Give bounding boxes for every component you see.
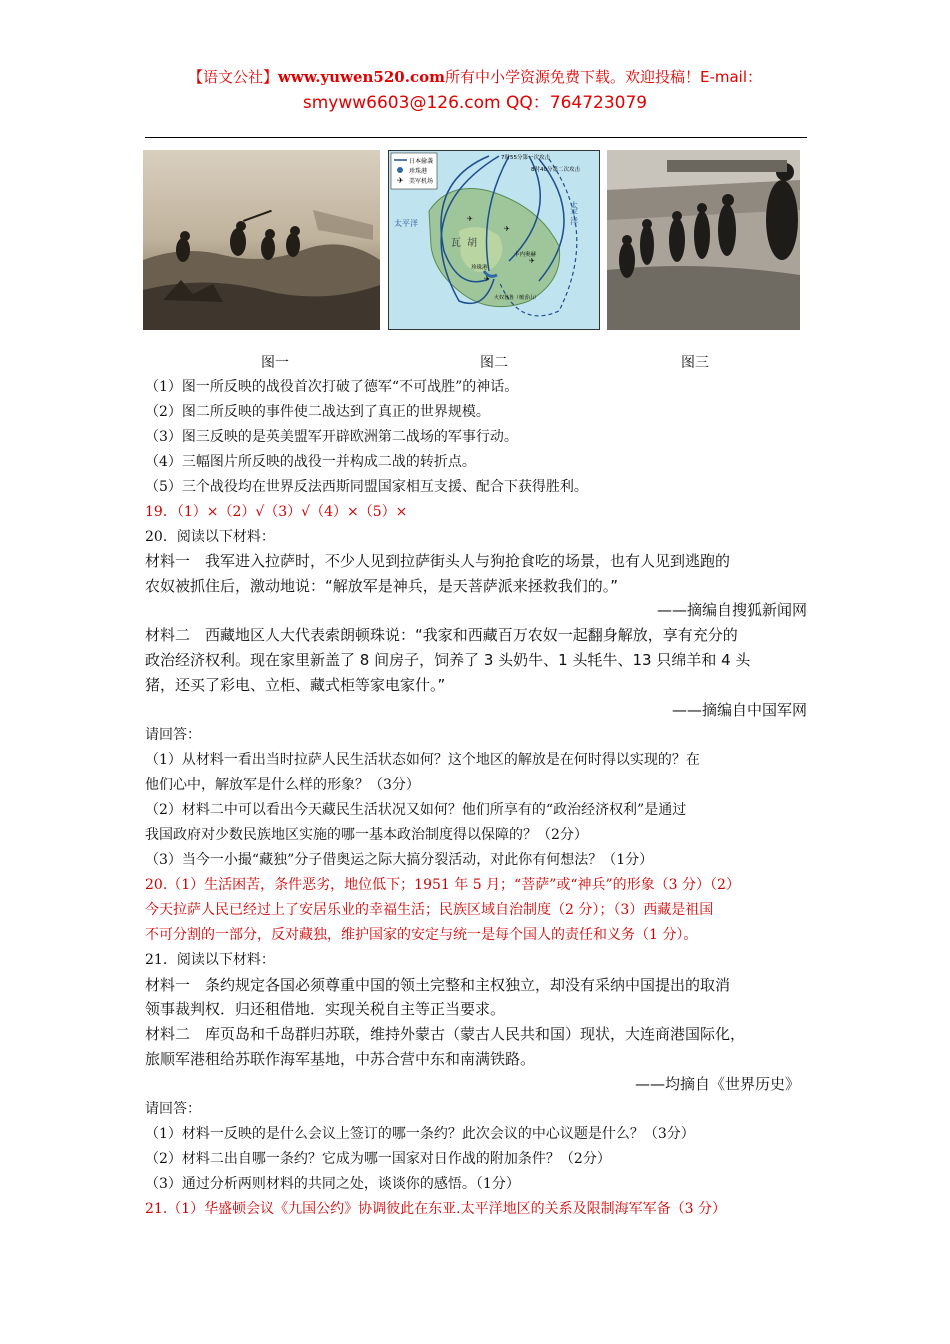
q21-question-2: （2）材料二出自哪一条约？它成为哪一国家对日作战的附加条件？（2分） — [145, 1151, 611, 1167]
q21-question-3: （3）通过分析两则材料的共同之处，谈谈你的感悟。（1分） — [145, 1176, 520, 1192]
q19-statement-2: （2）图二所反映的事件使二战达到了真正的世界规模。 — [145, 404, 490, 420]
map-legend-3: 美军机场 — [409, 178, 434, 185]
map-city-label: 火奴鲁鲁（檀香山） — [494, 295, 540, 301]
q21-prompt: 请回答： — [145, 1101, 201, 1117]
q21-question-1: （1）材料一反映的是什么会议上签订的哪一条约？此次会议的中心议题是什么？（3分） — [145, 1126, 695, 1142]
map-legend-1: 日本偷袭 — [409, 158, 434, 165]
q20-prompt: 请回答： — [145, 727, 201, 743]
q19-statement-3: （3）图三反映的是英美盟军开辟欧洲第二战场的军事行动。 — [145, 429, 518, 445]
map-ocean-left: 太平洋 — [394, 219, 418, 228]
figure-1-caption: 图一 — [261, 355, 289, 371]
q19-statement-5: （5）三个战役均在世界反法西斯同盟国家相互支援、配合下获得胜利。 — [145, 479, 588, 495]
q20-question-2a: （2）材料二中可以看出今天藏民生活状况又如何？他们所享有的“政治经济权利”是通过 — [145, 802, 687, 818]
header-notice: 所有中小学资源免费下载。欢迎投稿！E-mail： — [444, 68, 763, 86]
svg-text:✈: ✈ — [397, 176, 404, 185]
q20-source-2: ——摘编自中国军网 — [671, 701, 807, 719]
q20-material2-line2: 政治经济权利。现在家里新盖了 8 间房子，饲养了 3 头奶牛、1 头牦牛、13 只绵羊和 4 头 — [145, 651, 751, 669]
q21-material1-line1: 材料一 条约规定各国必须尊重中国的领土完整和主权独立，却没有采纳中国提出的取消 — [145, 976, 731, 994]
figure-2-caption: 图二 — [480, 355, 508, 371]
q21-material2-line2: 旅顺军港租给苏联作海军基地，中苏合营中东和南满铁路。 — [145, 1050, 536, 1068]
header-line-1 — [0, 66, 950, 87]
q20-answer-line3: 不可分割的一部分，反对藏独，维护国家的安定与统一是每个国人的责任和义务（1 分）。 — [145, 927, 698, 943]
map-legend-2: 珍珠港 — [409, 168, 428, 175]
q20-answer-line2: 今天拉萨人民已经过上了安居乐业的幸福生活；民族区域自治制度（2 分）；（3）西藏是祖国 — [145, 902, 714, 918]
q19-answer: 19．（1）×（2）√（3）√（4）×（5）× — [145, 504, 408, 520]
q20-question-2b: 我国政府对少数民族地区实施的哪一基本政治制度得以保障的？（2分） — [145, 827, 588, 843]
q21-material2-line1: 材料二 库页岛和千岛群归苏联，维持外蒙古（蒙古人民共和国）现状，大连商港国际化， — [145, 1025, 746, 1043]
q20-question-1b: 他们心中，解放军是什么样的形象？（3分） — [145, 777, 420, 793]
header-brand: 【语文公社】 — [187, 68, 278, 86]
header-divider — [145, 137, 807, 138]
q20-material1-line2: 农奴被抓住后，激动地说：“解放军是神兵，是天菩萨派来拯救我们的。” — [145, 577, 619, 595]
q21-material1-line2: 领事裁判权．归还租借地．实现关税自主等正当要求。 — [145, 1000, 506, 1018]
q19-statement-4: （4）三幅图片所反映的战役一并构成二战的转折点。 — [145, 454, 476, 470]
map-island-label-1: 瓦 — [451, 238, 461, 249]
svg-text:✈: ✈ — [467, 215, 473, 223]
q20-intro: 20．阅读以下材料： — [145, 529, 275, 545]
map-ocean-right: 太平洋 — [569, 201, 579, 225]
q21-source: ——均摘自《世界历史》 — [634, 1075, 800, 1093]
q20-material1-line1: 材料一 我军进入拉萨时，不少人见到拉萨街头人与狗抢食吃的场景，也有人见到逃跑的 — [145, 552, 731, 570]
q20-material2-line3: 猪，还买了彩电、立柜、藏式柜等家电家什。” — [145, 676, 446, 694]
q21-intro: 21．阅读以下材料： — [145, 952, 275, 968]
map-wave-2: 8时40分第二次攻击 — [531, 167, 580, 173]
map-town-label: 卡内奥赫 — [514, 252, 537, 258]
map-harbor-label: 珍珠港 — [471, 265, 488, 271]
q20-question-1a: （1）从材料一看出当时拉萨人民生活状态如何？这个地区的解放是在何时得以实现的？在 — [145, 752, 700, 768]
q20-answer-line1: 20.（1）生活困苦，条件恶劣，地位低下；1951 年 5 月；“菩萨”或“神兵”的形象（3 分）（2） — [145, 877, 740, 893]
header-contact[interactable]: smyww6603@126.com QQ：764723079 — [302, 93, 648, 113]
map-wave-1: 7时55分第一次攻击 — [501, 155, 550, 161]
q20-material2-line1: 材料二 西藏地区人大代表索朗顿珠说：“我家和西藏百万农奴一起翻身解放，享有充分的 — [145, 626, 738, 644]
figure-3-caption: 图三 — [681, 355, 709, 371]
figure-2-map — [388, 150, 600, 330]
q19-statement-1: （1）图一所反映的战役首次打破了德军“不可战胜”的神话。 — [145, 379, 519, 395]
figure-3-photo — [607, 150, 800, 330]
map-island-label-2: 胡 — [467, 238, 477, 249]
svg-text:✈: ✈ — [529, 257, 535, 265]
svg-text:✈: ✈ — [484, 275, 490, 283]
header-site-link[interactable]: www.yuwen520.com — [278, 68, 445, 86]
figure-1-photo — [143, 150, 380, 330]
q20-source-1: ——摘编自搜狐新闻网 — [656, 601, 807, 619]
q21-answer: 21.（1）华盛顿会议《九国公约》协调彼此在东亚.太平洋地区的关系及限制海军军备（3 分） — [145, 1201, 726, 1217]
q20-question-3: （3）当今一小撮“藏独”分子借奥运之际大搞分裂活动，对此你有何想法？（1分） — [145, 852, 654, 868]
svg-text:✈: ✈ — [504, 225, 510, 233]
